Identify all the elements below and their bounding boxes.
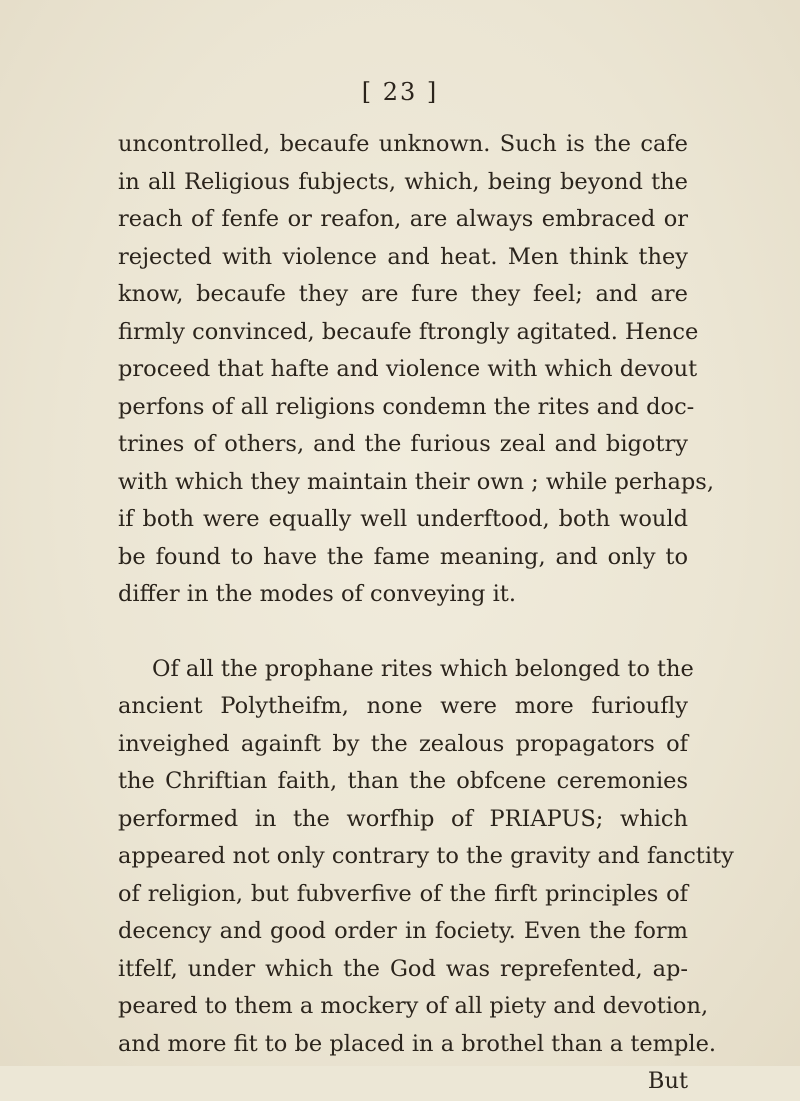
text-line: know, becaufe they are fure they feel; and are [118, 281, 688, 307]
text-line: firmly convinced, becaufe ftrongly agitated. Hence [118, 318, 699, 345]
text-line: if both were equally well underftood, both would [118, 506, 688, 532]
text-line: appeared not only contrary to the gravity and fanctity [118, 843, 734, 869]
paragraph-1 [118, 126, 714, 614]
text-line: rejected with violence and heat. Men think they [118, 243, 688, 270]
text-line: performed in the worfhip of PRIAPUS; which [118, 805, 688, 832]
paragraph-gap [118, 614, 688, 651]
text-line: the Chriftian faith, than the obfcene ceremonies [118, 768, 688, 794]
text-line: be found to have the fame meaning, and only to [118, 543, 688, 570]
paragraph-2 [118, 651, 734, 1064]
text-line: decency and good order in fociety. Even the form [118, 918, 688, 944]
text-line: Of all the prophane rites which belonged to the [152, 655, 694, 682]
text-line: itfelf, under which the God was reprefented, ap- [118, 955, 688, 982]
text-line: ancient Polytheifm, none were more furioufly [118, 693, 688, 719]
text-line: differ in the modes of conveying it. [118, 581, 516, 607]
text-line: peared to them a mockery of all piety and devotion, [118, 993, 709, 1019]
text-line: proceed that hafte and violence with which devout [118, 356, 698, 382]
text-line: trines of others, and the furious zeal and bigotry [118, 431, 688, 457]
catchword: But [647, 1068, 688, 1094]
body-text [118, 126, 734, 1101]
text-line: reach of fenfe or reafon, are always embraced or [118, 206, 688, 232]
text-line: in all Religious fubjects, which, being beyond the [118, 168, 688, 195]
text-line: inveighed againft by the zealous propagators of [118, 730, 688, 757]
text-line: of religion, but fubverfive of the firft principles of [118, 880, 688, 907]
text-line: and more fit to be placed in a brothel than a temple. [118, 1030, 717, 1057]
page-number: [ 23 ] [361, 78, 439, 106]
text-line: with which they maintain their own ; while perhaps, [118, 468, 714, 495]
text-line: uncontrolled, becaufe unknown. Such is the cafe [118, 131, 688, 157]
text-line: perfons of all religions condemn the rites and doc- [118, 393, 695, 420]
